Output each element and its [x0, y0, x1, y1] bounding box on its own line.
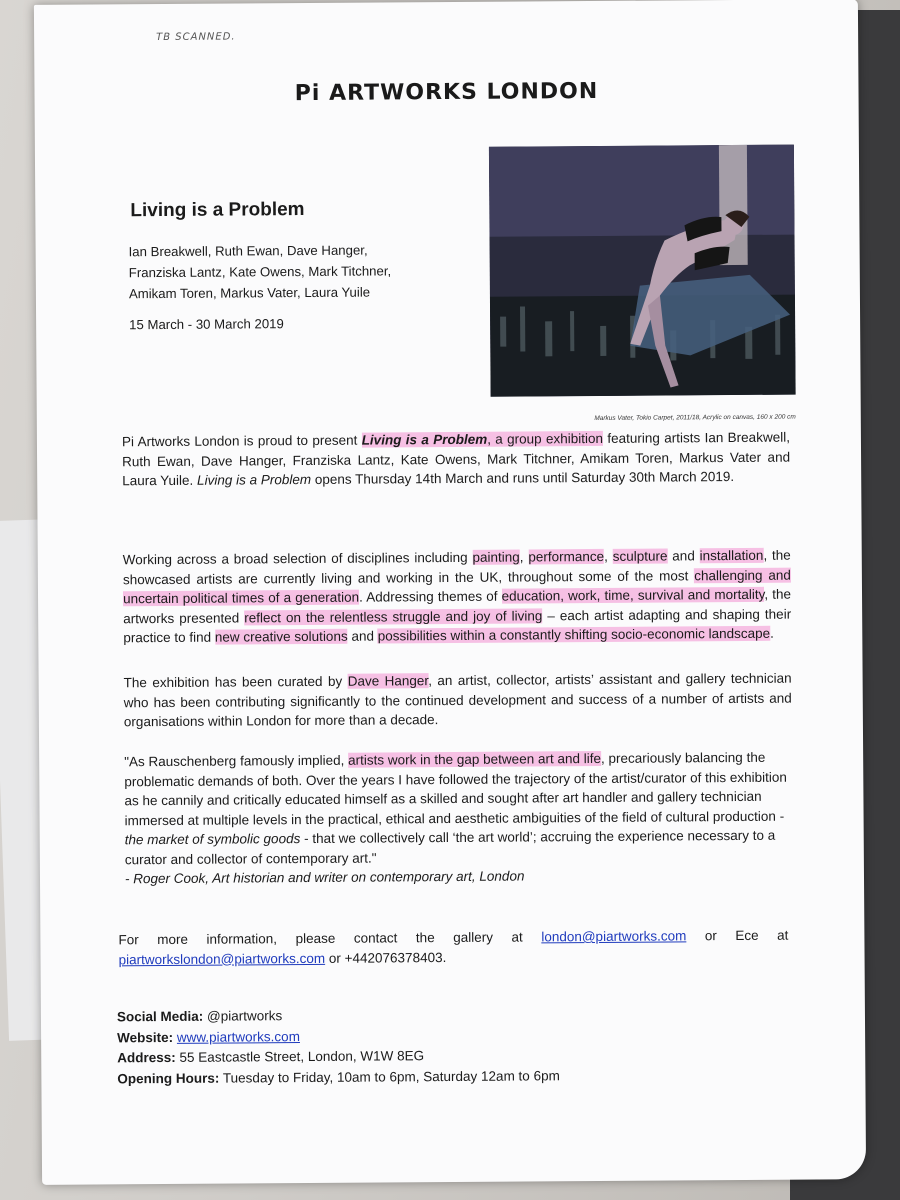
curator-paragraph [124, 669, 792, 732]
image-caption: Markus Vater, Tokio Carpet, 2011/18, Acrylic on canvas, 160 x 200 cm [594, 413, 796, 422]
text-run: , the showcased artists are currently living and working in the UK, throughout some of the most [122, 547, 791, 587]
text-run: , precariously balancing the problematic demands of both. Over the years I have followed the trajectory of the artist/curator of this exhibition as he cannily and critically educated himself as a skilled and sought after art handler and gallery technician immersed at multiple levels in the practical, ethical and aesthetic ambiguities of the field of cultural production - [124, 749, 787, 828]
text-run: , [604, 548, 613, 564]
highlighted-curator-name: Dave Hanger [347, 673, 429, 689]
text-run: featuring artists Ian Breakwell, Ruth Ewan, Dave Hanger, Franziska Lantz, Kate Owens, Mark Titchner, Amikam Toren, Markus Vater and Laura Yuile. [122, 429, 791, 489]
gallery-info [117, 1004, 560, 1089]
text-run: or Ece at [686, 927, 789, 944]
painting-illustration [489, 145, 796, 397]
contact-paragraph [118, 926, 788, 970]
info-value: 55 Eastcastle Street, London, W1W 8EG [175, 1048, 425, 1065]
intro-paragraph [122, 428, 790, 491]
highlighted-text: possibilities within a constantly shifting socio-economic landscape [377, 625, 771, 644]
text-run: For more information, please contact the gallery at [118, 929, 542, 948]
artist-line: Ian Breakwell, Ruth Ewan, Dave Hanger, [128, 242, 368, 260]
highlighted-text: installation [699, 547, 764, 564]
text-run: The exhibition has been curated by [123, 673, 348, 691]
italic-phrase: the market of symbolic goods [124, 831, 301, 848]
gallery-email-link[interactable]: london@piartworks.com [541, 928, 687, 945]
highlighted-text: new creative solutions [214, 628, 348, 645]
info-label: Opening Hours: [117, 1070, 220, 1086]
text-run: Working across a broad selection of disciplines including [122, 549, 473, 568]
highlighted-title: Living is a Problem [361, 431, 488, 448]
highlighted-text: , a group exhibition [487, 430, 604, 447]
text-run: , an artist, collector, artists’ assistant and gallery technician who has been contributing significantly to the continued development and success of a number of artists and organisations within London for more than a decade. [123, 670, 792, 730]
quote-attribution: - Roger Cook, Art historian and writer on contemporary art, London [124, 868, 525, 887]
highlighted-text: sculpture [612, 548, 668, 564]
text-run: and [667, 548, 700, 564]
info-value: Tuesday to Friday, 10am to 6pm, Saturday 12am to 6pm [219, 1067, 560, 1086]
info-value: @piartworks [203, 1008, 283, 1024]
highlighted-text: education, work, time, survival and mortality [501, 586, 765, 604]
text-run: Pi Artworks London is proud to present [121, 432, 362, 450]
text-run: . [770, 625, 774, 641]
text-run: or +442076378403. [325, 949, 447, 966]
artist-line: Franziska Lantz, Kate Owens, Mark Titchner, [128, 263, 392, 281]
exhibition-dates: 15 March - 30 March 2019 [129, 316, 284, 333]
handwritten-note: TB SCANNED. [156, 31, 236, 44]
info-label: Social Media: [116, 1008, 204, 1025]
highlighted-text: painting [472, 549, 520, 565]
info-label: Website: [117, 1029, 174, 1045]
artist-list [129, 239, 459, 304]
text-run: "As Rauschenberg famously implied, [124, 752, 349, 770]
gallery-brand: Pi ARTWORKS LONDON [294, 78, 599, 107]
opening-hours-row [117, 1066, 560, 1090]
text-run: – each artist adapting and shaping their practice to find [123, 606, 792, 646]
text-run: opens Thursday 14th March and runs until Saturday 30th March 2019. [311, 469, 735, 487]
ece-email-link[interactable]: piartworkslondon@piartworks.com [118, 950, 326, 967]
artist-line: Amikam Toren, Markus Vater, Laura Yuile [128, 284, 371, 302]
artwork-image [489, 145, 796, 397]
text-run: , [519, 549, 529, 565]
text-run: - that we collectively call ‘the art world’; accruing the experience necessary to a curator and collector of contemporary art." [124, 827, 776, 867]
text-run: and [347, 628, 378, 644]
themes-paragraph [123, 546, 792, 648]
highlighted-text: reflect on the relentless struggle and joy of living [244, 607, 543, 625]
exhibition-title: Living is a Problem [130, 199, 305, 222]
press-release-sheet [34, 0, 866, 1185]
italic-title: Living is a Problem [196, 471, 312, 488]
text-run: . Addressing themes of [358, 588, 502, 605]
highlighted-text: challenging and uncertain political times of a generation [122, 567, 791, 607]
highlighted-text: performance [528, 548, 605, 565]
website-link[interactable]: www.piartworks.com [176, 1028, 300, 1045]
quote-paragraph [124, 748, 793, 889]
highlighted-text: artists work in the gap between art and life [348, 750, 602, 768]
text-run: , the artworks presented [123, 586, 792, 626]
info-label: Address: [117, 1049, 176, 1066]
